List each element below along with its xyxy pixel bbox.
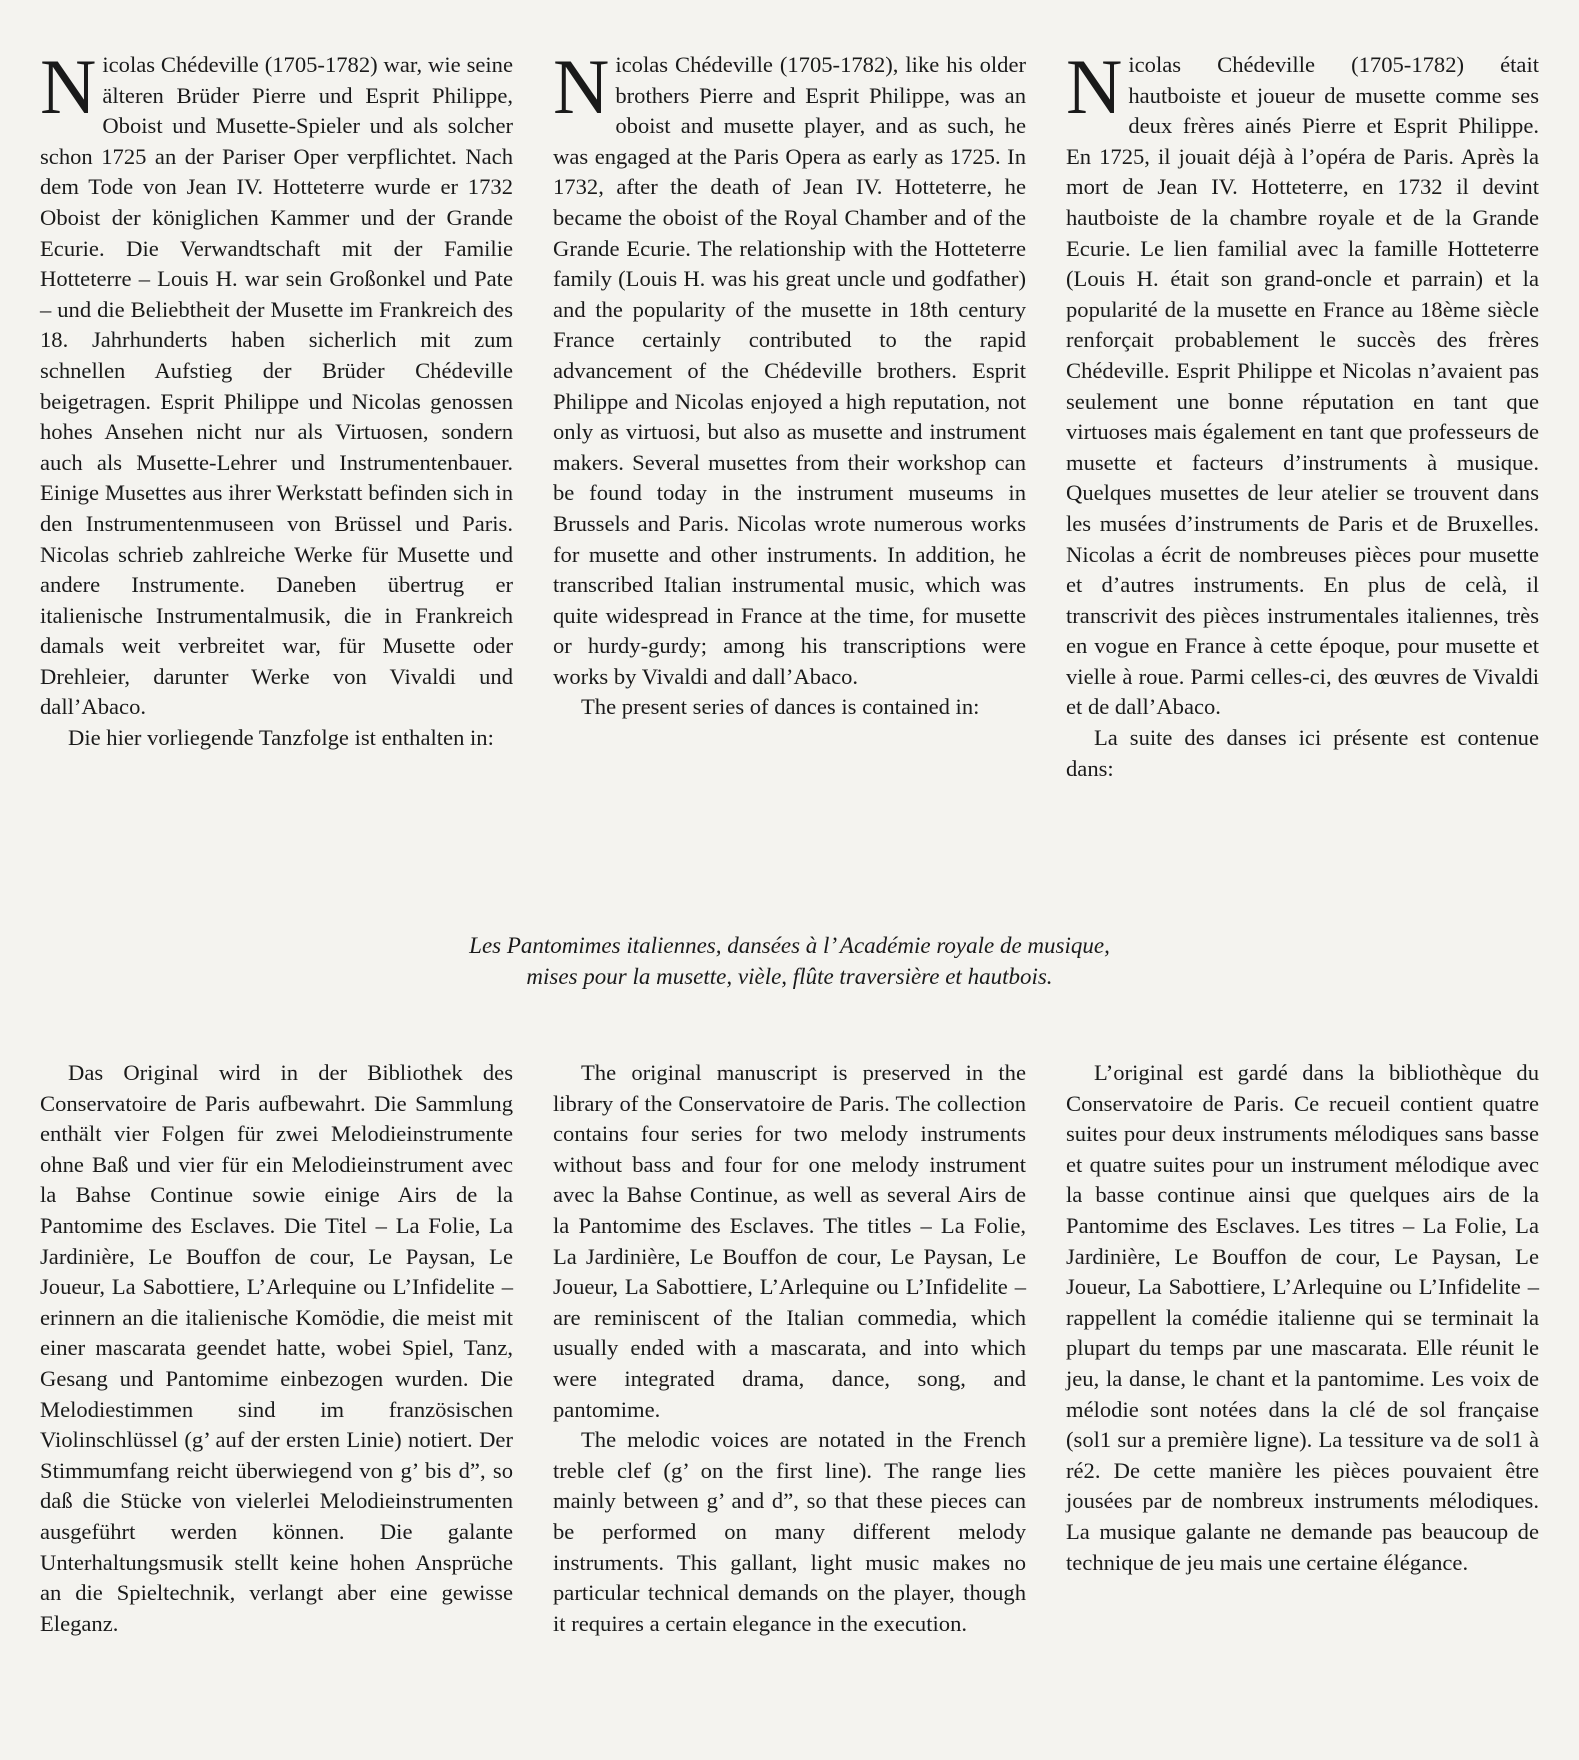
paragraph-text: icolas Chédeville (1705-1782) war, wie seine älteren Brüder Pierre und Esprit Philippe, Oboist und Musette-Spieler und als solcher schon 1725 an der Pariser Oper verpflichtet. Nach dem Tode von Jean IV. Hotteterre wurde er 1732 Oboist der königlichen Kammer und der Grande Ecurie. Die Verwandtschaft mit der Familie Hotteterre – Louis H. war sein Großonkel und Pate – und die Beliebtheit der Musette im Frankreich des 18. Jahrhunderts haben sicherlich mit zum schnellen Aufstieg der Brüder Chédeville beigetragen. Esprit Philippe und Nicolas genossen hohes Ansehen nicht nur als Virtuosen, sondern auch als Musette-Lehrer und Instrumentenbauer. Einige Musettes aus ihrer Werkstatt befinden sich in den Instrumentenmuseen von Brüssel und Paris. Nicolas schrieb zahlreiche Werke für Musette und andere Instrumente. Daneben übertrug er italienische Instrumentalmusik, die in Frankreich damals weit verbreitet war, für Musette oder Drehleier, darunter Werke von Vivaldi und dall’Abaco. bbox=[40, 52, 513, 720]
column-french-details bbox=[1066, 1058, 1539, 1639]
source-title-line-2: mises pour la musette, vièle, flûte traversière et hautbois. bbox=[526, 964, 1053, 989]
paragraph: Das Original wird in der Bibliothek des Conservatoire de Paris aufbewahrt. Die Sammlung enthält vier Folgen für zwei Melodieinstrumente ohne Baß und vier für ein Melodieinstrument avec la Bahse Continue sowie einige Airs de la Pantomime des Esclaves. Die Titel – La Folie, La Jardinière, Le Bouffon de cour, Le Paysan, Le Joueur, La Sabottiere, L’Arlequine ou L’Infidelite – erinnern an die italienische Komödie, die meist mit einer mascarata geendet hatte, wobei Spiel, Tanz, Gesang und Pantomime einbezogen wurden. Die Melodiestimmen sind im französischen Violinschlüssel (g’ auf der ersten Linie) notiert. Der Stimmumfang reicht überwiegend von g’ bis d”, so daß die Stücke von vielerlei Melodieinstrumenten ausgeführt werden können. Die galante Unterhaltungsmusik stellt keine hohen Ansprüche an die Spieltechnik, verlangt aber eine gewisse Eleganz. bbox=[40, 1060, 513, 1636]
paragraph: The melodic voices are notated in the French treble clef (g’ on the first line). The range lies mainly between g’ and d”, so that these pieces can be performed on many different melody instruments. This gallant, light music makes no particular technical demands on the player, though it requires a certain elegance in the execution. bbox=[553, 1427, 1026, 1636]
drop-cap: N bbox=[553, 43, 610, 130]
paragraph bbox=[553, 43, 1026, 692]
paragraph bbox=[40, 43, 513, 723]
column-english-details bbox=[553, 1058, 1026, 1639]
paragraph: Die hier vorliegende Tanzfolge ist enthalten in: bbox=[68, 725, 494, 751]
column-french-intro bbox=[1066, 43, 1539, 784]
intro-columns bbox=[40, 43, 1539, 784]
drop-cap: N bbox=[40, 43, 97, 130]
source-title-line-1: Les Pantomimes italiennes, dansées à l’ Académie royale de musique, bbox=[469, 933, 1110, 958]
source-title bbox=[0, 930, 1579, 992]
column-english-intro bbox=[553, 43, 1026, 784]
paragraph: The present series of dances is contained in: bbox=[581, 694, 980, 720]
paragraph-text: icolas Chédeville (1705-1782) était hautboiste et joueur de musette comme ses deux frères ainés Pierre et Esprit Philippe. En 1725, il jouait déjà à l’opéra de Paris. Après la mort de Jean IV. Hotteterre, en 1732 il devint hautboiste de la chambre royale et de la Grande Ecurie. Le lien familial avec la famille Hotteterre (Louis H. était son grand-oncle et parrain) et la popularité de la musette en France au 18ème siècle renforçait probablement le succès des frères Chédeville. Esprit Philippe et Nicolas n’avaient pas seulement une bonne réputation en tant que virtuoses mais également en tant que professeurs de musette et facteurs d’instruments à musique. Quelques musettes de leur atelier se trouvent dans les musées d’instruments de Paris et de Bruxelles. Nicolas a écrit de nombreuses pièces pour musette et d’autres instruments. En plus de celà, il transcrivit des pièces instrumentales italiennes, très en vogue en France à cette époque, pour musette et vielle à roue. Parmi celles-ci, des œuvres de Vivaldi et de dall’Abaco. bbox=[1066, 52, 1539, 720]
details-columns bbox=[40, 1058, 1539, 1639]
paragraph bbox=[1066, 43, 1539, 723]
column-german-intro bbox=[40, 43, 513, 784]
paragraph: La suite des danses ici présente est contenue dans: bbox=[1066, 725, 1539, 781]
drop-cap: N bbox=[1066, 43, 1123, 130]
column-german-details bbox=[40, 1058, 513, 1639]
paragraph: The original manuscript is preserved in the library of the Conservatoire de Paris. The collection contains four series for two melody instruments without bass and four for one melody instrument avec la Bahse Continue, as well as several Airs de la Pantomime des Esclaves. The titles – La Folie, La Jardinière, Le Bouffon de cour, Le Paysan, Le Joueur, La Sabottiere, L’Arlequine ou L’Infidelite – are reminiscent of the Italian commedia, which usually ended with a mascarata, and into which were integrated drama, dance, song, and pantomime. bbox=[553, 1060, 1026, 1422]
paragraph: L’original est gardé dans la bibliothèque du Conservatoire de Paris. Ce recueil contient quatre suites pour deux instruments mélodiques sans basse et quatre suites pour un instrument mélodique avec la basse continue ainsi que quelques airs de la Pantomime des Esclaves. Les titres – La Folie, La Jardinière, Le Bouffon de cour, Le Paysan, Le Joueur, La Sabottiere, L’Arlequine ou L’Infidelite – rappellent la comédie italienne qui se terminait la plupart du temps par une mascarata. Elle réunit le jeu, la danse, le chant et la pantomime. Les voix de mélodie sont notées dans la clé de sol française (sol1 sur a première ligne). La tessiture va de sol1 à ré2. De cette manière les pièces pouvaient être jousées par de nombreux instruments mélodiques. La musique galante ne demande pas beaucoup de technique de jeu mais une certaine élégance. bbox=[1066, 1060, 1539, 1575]
paragraph-text: icolas Chédeville (1705-1782), like his older brothers Pierre and Esprit Philippe, was an oboist and musette player, and as such, he was engaged at the Paris Opera as early as 1725. In 1732, after the death of Jean IV. Hotteterre, he became the oboist of the Royal Chamber and of the Grande Ecurie. The relationship with the Hotteterre family (Louis H. was his great uncle und godfather) and the popularity of the musette in 18th century France certainly contributed to the rapid advancement of the Chédeville brothers. Esprit Philippe and Nicolas enjoyed a high reputation, not only as virtuosi, but also as musette and instrument makers. Several musettes from their workshop can be found today in the instrument museums in Brussels and Paris. Nicolas wrote numerous works for musette and other instruments. In addition, he transcribed Italian instrumental music, which was quite widespread in France at the time, for musette or hurdy-gurdy; among his transcriptions were works by Vivaldi and dall’Abaco. bbox=[553, 52, 1026, 689]
